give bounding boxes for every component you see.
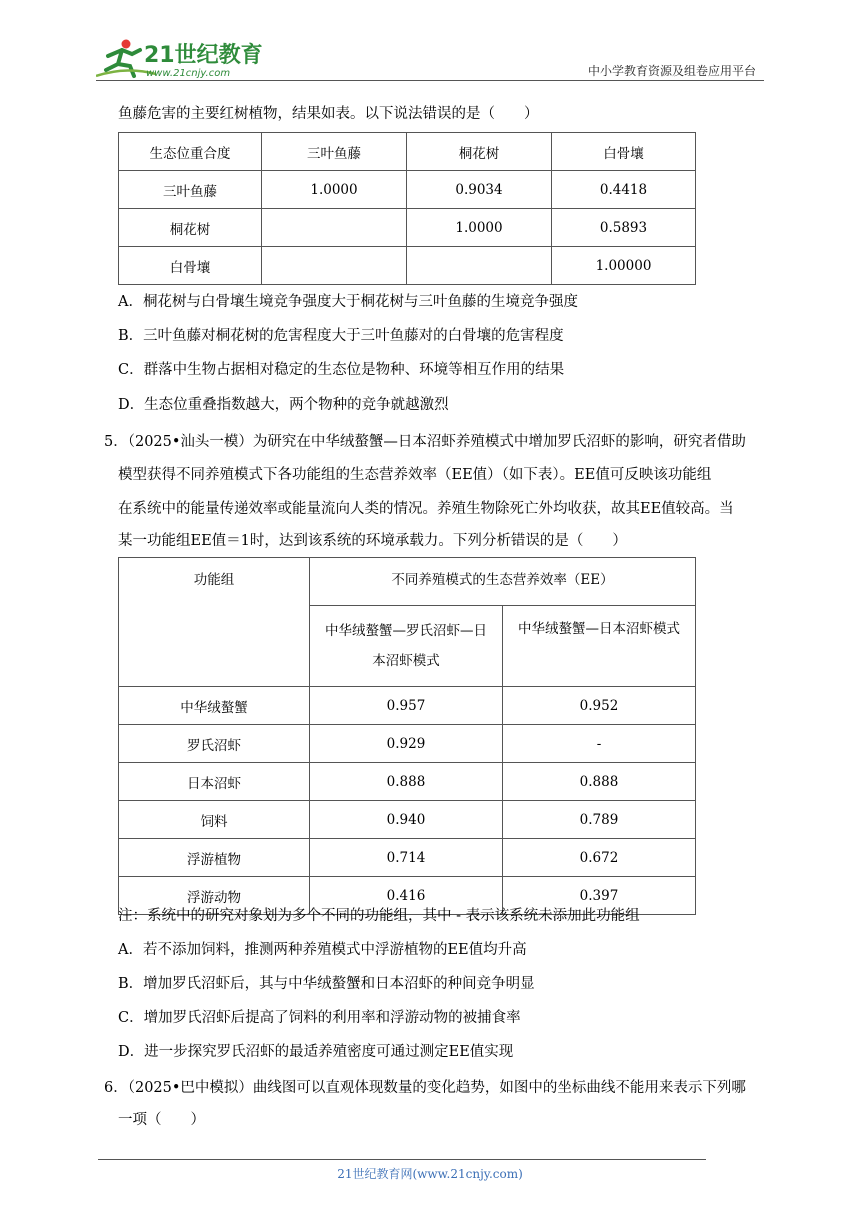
table-cell: 0.714 <box>310 839 503 877</box>
table-cell: 0.952 <box>503 687 696 725</box>
table-cell: 0.416 <box>310 877 503 915</box>
q5-line-4: 某一功能组EE值＝1时，达到该系统的环境承载力。下列分析错误的是（ ） <box>118 533 627 549</box>
table-cell: 三叶鱼藤 <box>119 171 262 209</box>
q4-option-d[interactable]: D．生态位重叠指数越大，两个物种的竞争就越激烈 <box>118 397 449 413</box>
q6-line-2: 一项（ ） <box>118 1112 205 1128</box>
table-cell: 1.0000 <box>407 209 552 247</box>
table-row <box>119 801 696 839</box>
table-row <box>119 133 696 171</box>
table-cell: 浮游植物 <box>119 839 310 877</box>
table-header: 桐花树 <box>407 133 552 171</box>
footer-link[interactable]: 21世纪教育网(www.21cnjy.com) <box>337 1167 523 1181</box>
table-header: 中华绒螯蟹—罗氏沼虾—日 本沼虾模式 <box>310 606 503 687</box>
q5-line-1: 5．（2025•汕头一模）为研究在中华绒螯蟹—日本沼虾养殖模式中增加罗氏沼虾的影响，研究者借助 <box>104 434 746 450</box>
q5-option-b[interactable]: B．增加罗氏沼虾后，其与中华绒螯蟹和日本沼虾的种间竞争明显 <box>118 976 535 992</box>
table-header: 中华绒螯蟹—日本沼虾模式 <box>503 606 696 687</box>
table-header: 不同养殖模式的生态营养效率（EE） <box>310 558 696 606</box>
table-row <box>119 247 696 285</box>
q5-option-a[interactable]: A．若不添加饲料，推测两种养殖模式中浮游植物的EE值均升高 <box>118 942 527 958</box>
q4-option-a[interactable]: A．桐花树与白骨壤生境竞争强度大于桐花树与三叶鱼藤的生境竞争强度 <box>118 294 578 310</box>
table-cell: 白骨壤 <box>119 247 262 285</box>
q5-option-d[interactable]: D．进一步探究罗氏沼虾的最适养殖密度可通过测定EE值实现 <box>118 1044 514 1060</box>
header-divider <box>96 80 764 81</box>
table-cell: - <box>503 725 696 763</box>
table-cell: 0.940 <box>310 801 503 839</box>
footer-divider <box>98 1159 706 1160</box>
table-cell: 0.672 <box>503 839 696 877</box>
table-cell <box>262 247 407 285</box>
table-cell: 罗氏沼虾 <box>119 725 310 763</box>
table-row <box>119 209 696 247</box>
table-cell: 0.789 <box>503 801 696 839</box>
logo-text: 21世纪教育 <box>144 43 263 68</box>
table-header: 生态位重合度 <box>119 133 262 171</box>
platform-name: 中小学教育资源及组卷应用平台 <box>587 64 756 78</box>
table-cell: 0.957 <box>310 687 503 725</box>
table-header: 白骨壤 <box>552 133 696 171</box>
table-row <box>119 763 696 801</box>
table-cell: 0.397 <box>503 877 696 915</box>
table-cell: 日本沼虾 <box>119 763 310 801</box>
table-cell: 桐花树 <box>119 209 262 247</box>
table-cell: 0.929 <box>310 725 503 763</box>
table-row <box>119 839 696 877</box>
table-cell: 浮游动物 <box>119 877 310 915</box>
table-cell: 0.9034 <box>407 171 552 209</box>
table-cell: 0.888 <box>310 763 503 801</box>
q5-note: 注：系统中的研究对象划为多个不同的功能组，其中 - 表示该系统未添加此功能组 <box>118 908 640 924</box>
table-row <box>119 558 696 606</box>
q5-line-3: 在系统中的能量传递效率或能量流向人类的情况。养殖生物除死亡外均收获，故其EE值较高。当 <box>118 501 734 517</box>
table-cell: 1.00000 <box>552 247 696 285</box>
ee-value-table <box>118 557 696 915</box>
table-cell: 1.0000 <box>262 171 407 209</box>
q5-option-c[interactable]: C．增加罗氏沼虾后提高了饲料的利用率和浮游动物的被捕食率 <box>118 1010 521 1026</box>
q6-line-1: 6．（2025•巴中模拟）曲线图可以直观体现数量的变化趋势，如图中的坐标曲线不能用来表示下列哪 <box>104 1080 746 1096</box>
table-cell: 0.4418 <box>552 171 696 209</box>
table-cell <box>262 209 407 247</box>
table-row <box>119 171 696 209</box>
table-row <box>119 687 696 725</box>
table-header: 三叶鱼藤 <box>262 133 407 171</box>
q4-intro: 鱼藤危害的主要红树植物，结果如表。以下说法错误的是（ ） <box>118 106 539 122</box>
q4-option-b[interactable]: B．三叶鱼藤对桐花树的危害程度大于三叶鱼藤对的白骨壤的危害程度 <box>118 328 564 344</box>
site-logo <box>96 36 266 80</box>
q5-line-2: 模型获得不同养殖模式下各功能组的生态营养效率（EE值）（如下表）。EE值可反映该功能组 <box>118 467 712 483</box>
table-cell: 0.5893 <box>552 209 696 247</box>
table-row <box>119 725 696 763</box>
logo-url: www.21cnjy.com <box>146 68 231 79</box>
table-cell <box>407 247 552 285</box>
table-cell: 0.888 <box>503 763 696 801</box>
table-cell: 中华绒螯蟹 <box>119 687 310 725</box>
table-header: 功能组 <box>119 558 310 687</box>
niche-overlap-table <box>118 132 696 285</box>
q4-option-c[interactable]: C．群落中生物占据相对稳定的生态位是物种、环境等相互作用的结果 <box>118 362 565 378</box>
table-cell: 饲料 <box>119 801 310 839</box>
